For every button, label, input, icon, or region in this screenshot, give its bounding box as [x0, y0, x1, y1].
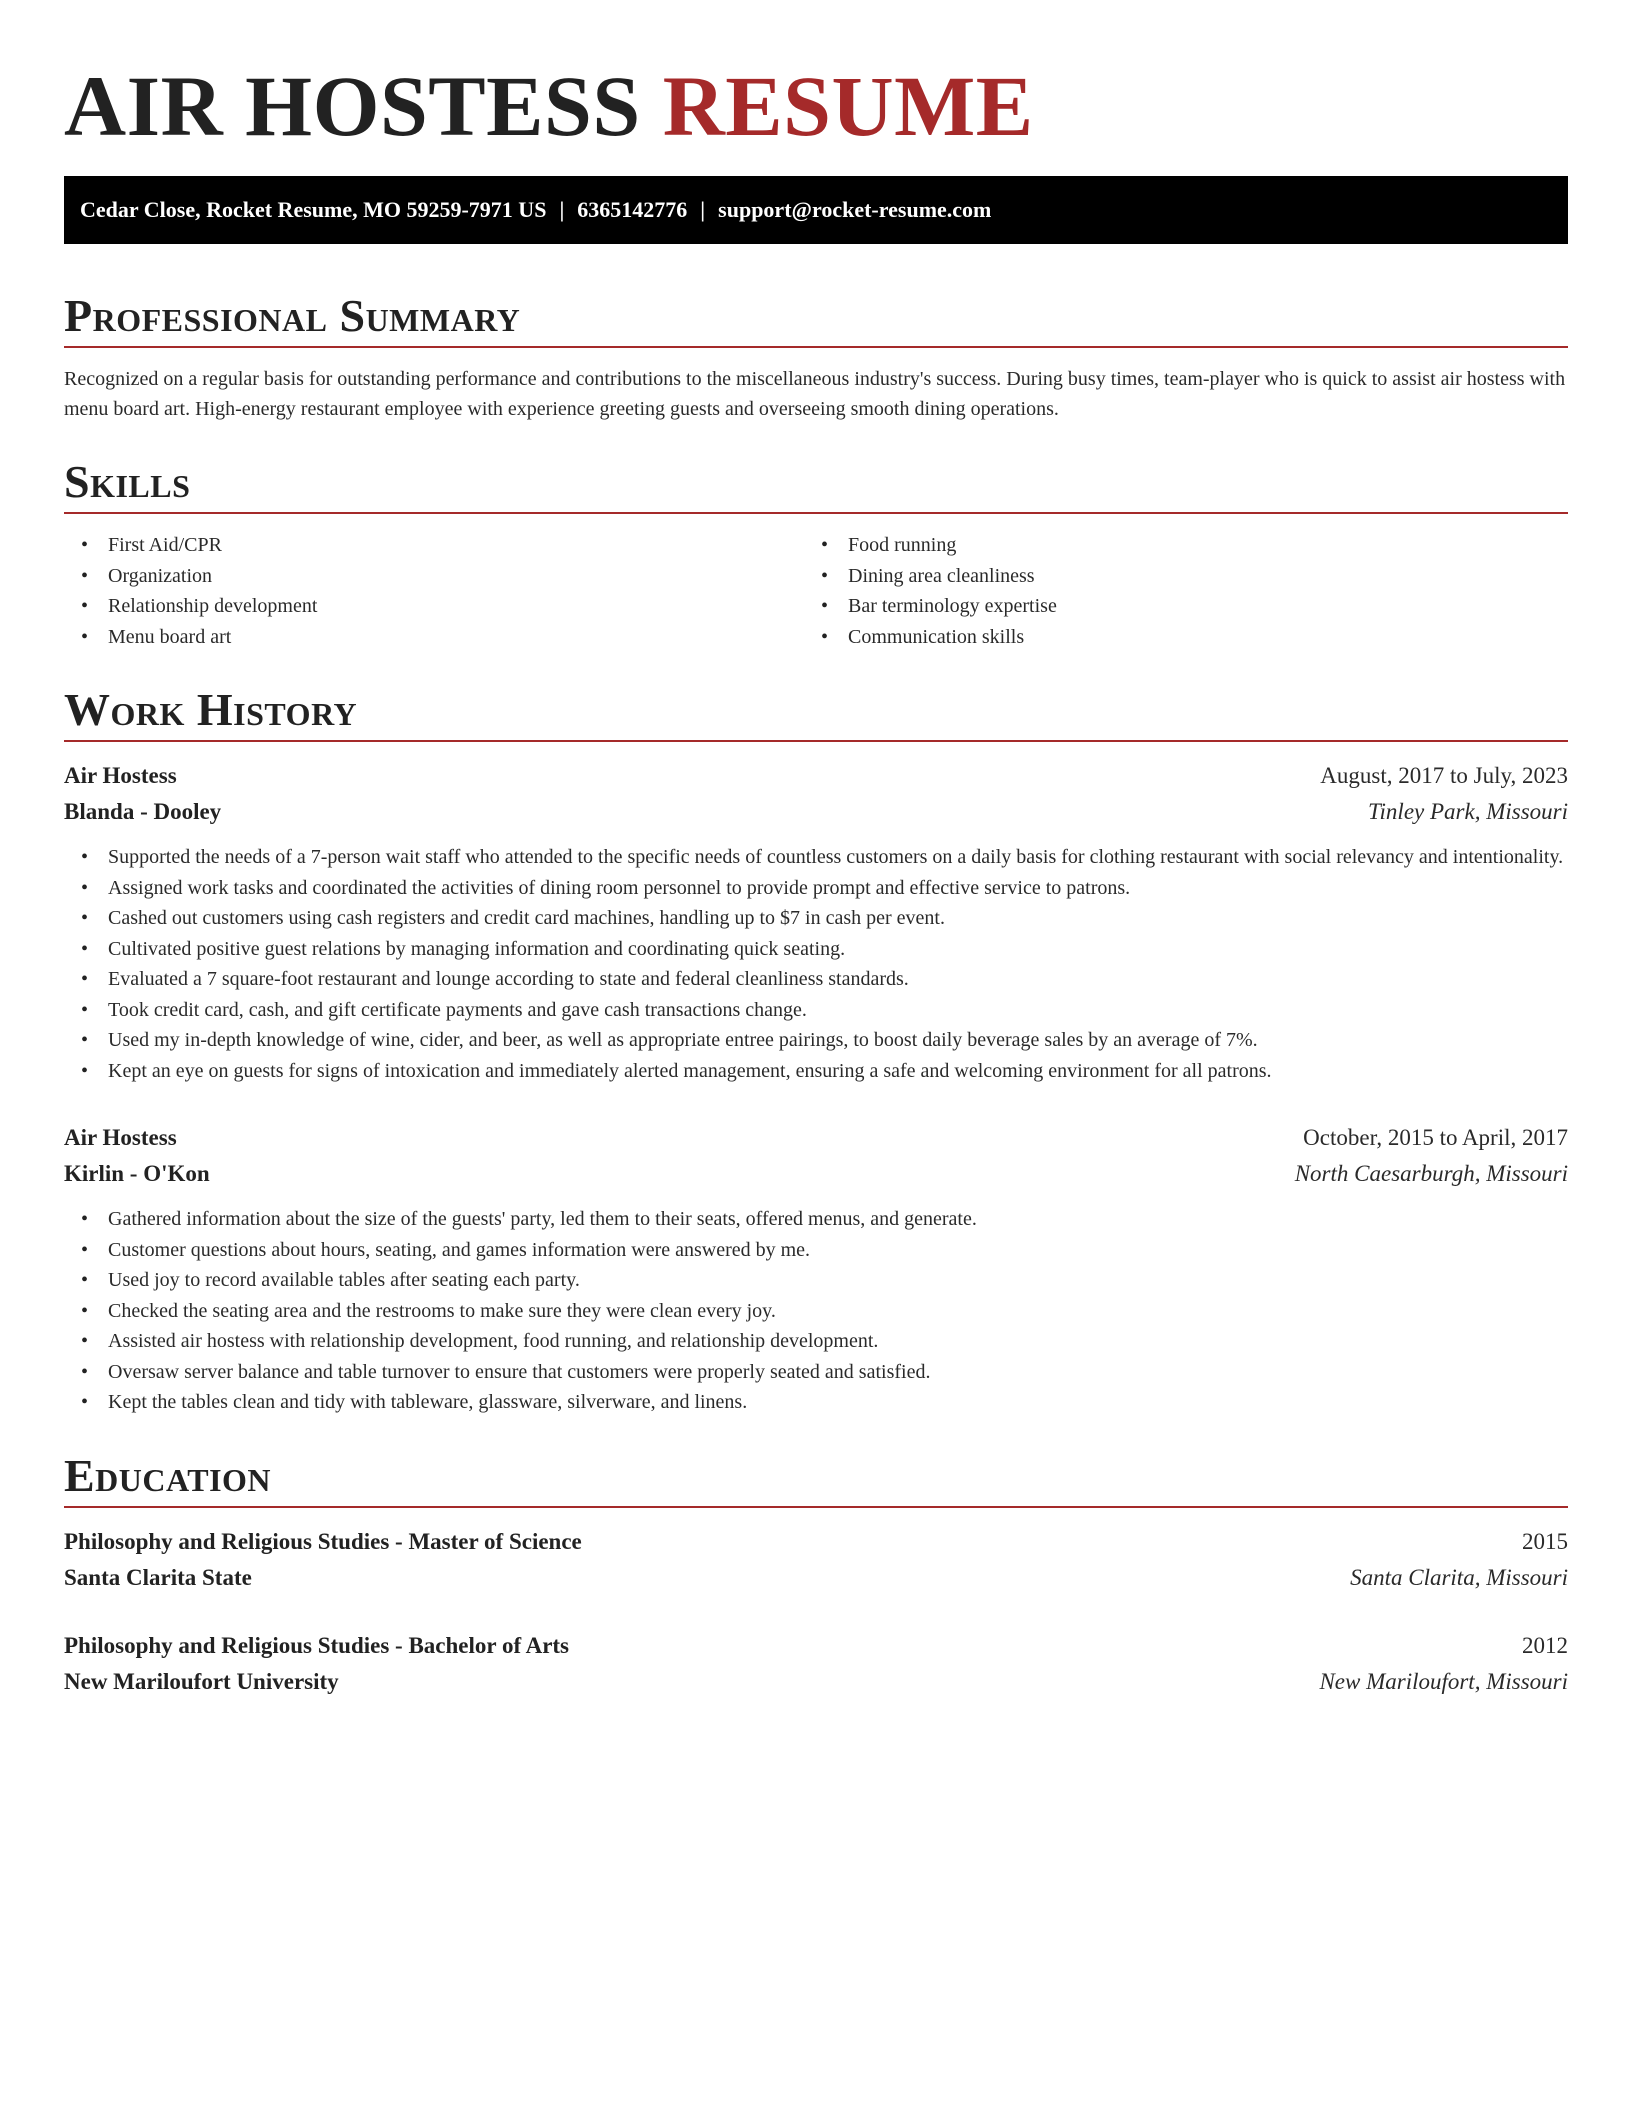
job-location: North Caesarburgh, Missouri	[1294, 1161, 1568, 1186]
skill-item: • Food running	[804, 530, 1544, 561]
job-bullet: • Used my in-depth knowledge of wine, cider, and beer, as well as appropriate entree pairings, to boost daily beverage sales by an average of 7%.	[64, 1025, 1568, 1056]
education-location: New Mariloufort, Missouri	[1319, 1668, 1568, 1694]
job-company: Kirlin - O'Kon	[64, 1161, 210, 1186]
job-company-row	[64, 794, 1568, 830]
job-bullet: • Took credit card, cash, and gift certificate payments and gave cash transactions change.	[64, 995, 1568, 1026]
job-bullet: • Evaluated a 7 square-foot restaurant and lounge according to state and federal cleanliness standards.	[64, 964, 1568, 995]
skill-item: • Communication skills	[804, 622, 1544, 653]
education-entry	[64, 1628, 1568, 1700]
job-bullet: • Customer questions about hours, seating, and games information were answered by me.	[64, 1235, 1568, 1266]
skill-item: • Organization	[64, 561, 804, 592]
education-degree: Philosophy and Religious Studies - Master of Science	[64, 1528, 582, 1554]
skills-column-left	[64, 530, 804, 652]
section-heading-education: Education	[64, 1449, 272, 1501]
contact-phone: 6365142776	[577, 197, 688, 222]
job-bullet: • Cashed out customers using cash registers and credit card machines, handling up to $7 in cash per event.	[64, 903, 1568, 934]
skill-item: • First Aid/CPR	[64, 530, 804, 561]
job-bullet: • Cultivated positive guest relations by managing information and coordinating quick seating.	[64, 934, 1568, 965]
job-entry	[64, 1120, 1568, 1418]
job-bullet: • Oversaw server balance and table turnover to ensure that customers were properly seated and satisfied.	[64, 1357, 1568, 1388]
contact-bar	[64, 176, 1568, 244]
job-bullets	[64, 1204, 1568, 1418]
education-degree-row	[64, 1628, 1568, 1664]
skills-column-right	[804, 530, 1544, 652]
section-divider	[64, 512, 1568, 514]
section-heading-skills: Skills	[64, 456, 191, 507]
education-school: Santa Clarita State	[64, 1564, 252, 1590]
resume-page	[64, 0, 1568, 1700]
contact-separator: |	[700, 197, 706, 222]
job-bullet: • Supported the needs of a 7-person wait staff who attended to the specific needs of countless customers on a daily basis for clothing restaurant with social relevancy and intentionality.	[64, 842, 1568, 873]
job-title: Air Hostess	[64, 763, 177, 788]
job-bullets	[64, 842, 1568, 1086]
job-location: Tinley Park, Missouri	[1368, 799, 1568, 824]
job-bullet: • Kept an eye on guests for signs of intoxication and immediately alerted management, ensuring a safe and welcoming environment for all patrons.	[64, 1056, 1568, 1087]
job-bullet: • Checked the seating area and the restrooms to make sure they were clean every joy.	[64, 1296, 1568, 1327]
education-school: New Mariloufort University	[64, 1668, 339, 1694]
skills-grid	[64, 530, 1568, 652]
job-company: Blanda - Dooley	[64, 799, 222, 824]
skill-item: • Dining area cleanliness	[804, 561, 1544, 592]
section-heading-summary: Professional Summary	[64, 290, 521, 341]
contact-separator: |	[559, 197, 565, 222]
title-main: AIR HOSTESS	[64, 58, 641, 154]
job-bullet: • Assisted air hostess with relationship development, food running, and relationship development.	[64, 1326, 1568, 1357]
job-bullet: • Gathered information about the size of the guests' party, led them to their seats, offered menus, and generate.	[64, 1204, 1568, 1235]
education-school-row	[64, 1664, 1568, 1700]
education-degree: Philosophy and Religious Studies - Bachelor of Arts	[64, 1632, 570, 1658]
job-title-row	[64, 758, 1568, 794]
summary-paragraph: Recognized on a regular basis for outstanding performance and contributions to the miscellaneous industry's success. During busy times, team-player who is quick to assist air hostess with menu board art. High-energy restaurant employee with experience greeting guests and overseeing smooth dining operations.	[64, 368, 1566, 420]
contact-address: Cedar Close, Rocket Resume, MO 59259-7971 US	[80, 197, 547, 222]
education-entry	[64, 1524, 1568, 1596]
education-school-row	[64, 1560, 1568, 1596]
education-year: 2015	[1522, 1528, 1568, 1554]
skill-item: • Menu board art	[64, 622, 804, 653]
job-bullet: • Assigned work tasks and coordinated the activities of dining room personnel to provide prompt and effective service to patrons.	[64, 873, 1568, 904]
job-title: Air Hostess	[64, 1125, 177, 1150]
job-bullet: • Used joy to record available tables after seating each party.	[64, 1265, 1568, 1296]
job-dates: August, 2017 to July, 2023	[1320, 763, 1568, 788]
skill-item: • Bar terminology expertise	[804, 591, 1544, 622]
resume-title	[64, 56, 1568, 156]
section-divider	[64, 346, 1568, 348]
skill-item: • Relationship development	[64, 591, 804, 622]
education-degree-row	[64, 1524, 1568, 1560]
job-dates: October, 2015 to April, 2017	[1303, 1125, 1568, 1150]
contact-email: support@rocket-resume.com	[718, 197, 992, 222]
job-company-row	[64, 1156, 1568, 1192]
section-divider	[64, 1506, 1568, 1508]
education-location: Santa Clarita, Missouri	[1350, 1564, 1568, 1590]
section-divider	[64, 740, 1568, 742]
job-title-row	[64, 1120, 1568, 1156]
job-bullet: • Kept the tables clean and tidy with tableware, glassware, silverware, and linens.	[64, 1387, 1568, 1418]
education-year: 2012	[1522, 1632, 1568, 1658]
job-entry	[64, 758, 1568, 1086]
title-accent: RESUME	[662, 58, 1034, 154]
section-heading-work: Work History	[64, 684, 358, 735]
